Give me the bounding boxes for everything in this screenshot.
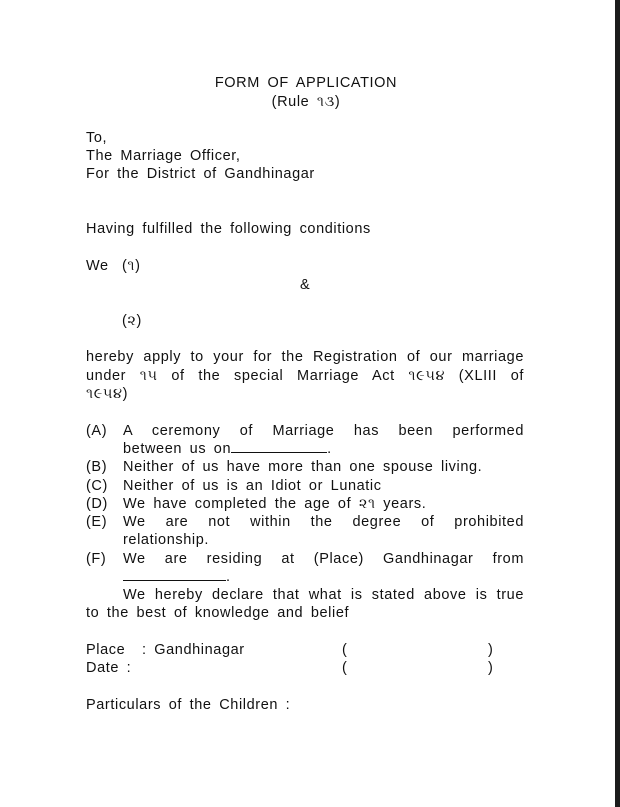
period: . (327, 441, 332, 457)
application-line-2: under ૧૫ of the special Marriage Act ૧૯૫૪ (XLIII of (86, 368, 524, 384)
condition-c-label: (C) (86, 478, 108, 494)
condition-b-text: Neither of us have more than one spouse living. (123, 459, 483, 475)
condition-d-label: (D) (86, 496, 108, 512)
condition-c-text: Neither of us is an Idiot or Lunatic (123, 478, 382, 494)
from-date-blank (123, 580, 226, 581)
application-line-3: ૧૯૫૪) (86, 386, 129, 402)
place-signature-open: ( (342, 642, 348, 658)
condition-e-text: We are not within the degree of prohibited (123, 514, 524, 530)
form-rule: (Rule ૧૩) (271, 94, 341, 110)
condition-f-text: We are residing at (Place) Gandhinagar from (123, 551, 524, 567)
place-label: Place (86, 642, 126, 658)
date-label: Date : (86, 660, 132, 676)
application-line-1: hereby apply to your for the Registration of our marriage (86, 349, 524, 365)
condition-a-continuation (123, 441, 332, 457)
applicant-one-number: (૧) (122, 258, 141, 274)
intro-text: Having fulfilled the following conditions (86, 221, 371, 237)
condition-a-line-2: between us on (123, 441, 232, 457)
children-particulars-label: Particulars of the Children : (86, 697, 291, 713)
ampersand: & (300, 277, 311, 293)
date-signature-close: ) (488, 660, 494, 676)
declaration-line-2: to the best of knowledge and belief (86, 605, 350, 621)
condition-e-label: (E) (86, 514, 108, 530)
place-value: : Gandhinagar (142, 642, 245, 658)
condition-a-text: A ceremony of Marriage has been performed (123, 423, 524, 439)
period: . (226, 569, 231, 585)
we-label: We (86, 258, 109, 274)
address-to: To, (86, 130, 108, 146)
condition-e-line-2: relationship. (123, 532, 209, 548)
condition-f-continuation (123, 569, 231, 585)
date-signature-open: ( (342, 660, 348, 676)
date-blank (231, 452, 327, 453)
condition-b-label: (B) (86, 459, 108, 475)
place-signature-close: ) (488, 642, 494, 658)
applicant-two-number: (૨) (122, 313, 142, 329)
page-edge-shadow (615, 0, 620, 807)
form-title: FORM OF APPLICATION (214, 75, 398, 91)
address-officer: The Marriage Officer, (86, 148, 241, 164)
condition-d-text: We have completed the age of ૨૧ years. (123, 496, 427, 512)
address-district: For the District of Gandhinagar (86, 166, 315, 182)
condition-f-label: (F) (86, 551, 107, 567)
condition-a-label: (A) (86, 423, 108, 439)
declaration-line-1: We hereby declare that what is stated above is true (123, 587, 524, 603)
